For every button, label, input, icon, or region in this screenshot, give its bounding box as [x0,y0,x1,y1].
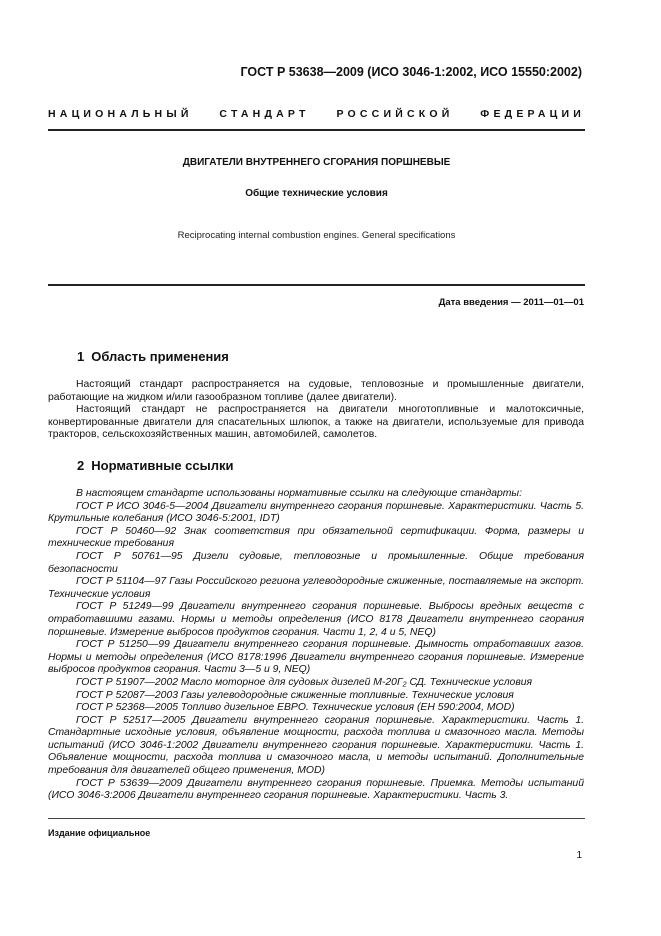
top-divider [48,129,585,131]
reference-item: ГОСТ Р 52368—2005 Топливо дизельное ЕВРО. Технические условия (ЕН 590:2004, MOD) [76,702,515,714]
section-1-heading [77,349,229,364]
section-title: Область применения [91,349,229,364]
footer-divider [48,818,585,819]
banner-word: НАЦИОНАЛЬНЫЙ [48,108,193,120]
reference-item: ГОСТ Р 51250—99 Двигатели внутреннего сгорания поршневые. Дымность отработавших газов. Нормы и методы определения (ИСО 8178:1996 Двигатели внутреннего сгорания поршневые. Измерение выбросов продуктов сгорания. Части 3—5 и 9, NEQ) [48,639,584,676]
section-2-heading [77,458,233,473]
banner-word: РОССИЙСКОЙ [336,108,454,120]
title-divider [48,284,585,286]
section-number: 1 [77,349,85,364]
english-title: Reciprocating internal combustion engines. General specifications [177,230,456,241]
section-2-body [48,488,584,803]
reference-item: ГОСТ Р 52517—2005 Двигатели внутреннего сгорания поршневые. Характеристики. Часть 1. Стандартные исходные условия, объявление мощности, расхода топлива и смазочного масла. Методы испытаний (ИСО 3046-1:2002 Двигатели внутреннего сгорания поршневые. Характеристики. Часть 1. Объявление мощности, расхода топлива и смазочного масла, и методы испытаний. Дополнительные требования для двигателей общего применения, MOD) [48,714,584,777]
gost-identifier: ГОСТ Р 53638—2009 (ИСО 3046-1:2002, ИСО 15550:2002) [240,65,582,79]
reference-item: ГОСТ Р 51249—99 Двигатели внутреннего сгорания поршневые. Выбросы вредных веществ с отработавшими газами. Нормы и методы определения (ИСО 8178 Двигатели внутреннего сгорания поршневые. Измерение выбросов продуктов сгорания. Части 1, 2, 4 и 5, NEQ) [48,601,584,638]
document-title: ДВИГАТЕЛИ ВНУТРЕННЕГО СГОРАНИЯ ПОРШНЕВЫЕ [182,157,451,168]
reference-item: В настоящем стандарте использованы нормативные ссылки на следующие стандарты: [76,488,522,499]
page-number: 1 [576,850,582,861]
reference-item: ГОСТ Р ИСО 3046-5—2004 Двигатели внутреннего сгорания поршневые. Характеристики. Часть 5. Крутильные колебания (ИСО 3046-5:2001, IDT) [48,500,584,525]
section-1-body [48,379,584,442]
banner-word: ФЕДЕРАЦИИ [480,108,585,120]
edition-label: Издание официальное [48,828,151,838]
national-standard-banner [48,108,585,120]
banner-word: СТАНДАРТ [219,108,310,120]
effective-date: Дата введения — 2011—01—01 [438,297,584,308]
reference-item: ГОСТ Р 52087—2003 Газы углеводородные сжиженные топливные. Технические условия [76,689,514,701]
document-subtitle: Общие технические условия [245,188,388,199]
section-number: 2 [77,458,85,473]
section-title: Нормативные ссылки [91,458,234,473]
paragraph: Настоящий стандарт распространяется на судовые, тепловозные и промышленные двигатели, работающие на жидком и/или газообразном топливе (далее двигатели). [48,379,584,403]
reference-item: ГОСТ Р 51104—97 Газы Российского региона углеводородные сжиженные, поставляемые на экспорт. Технические условия [48,576,584,600]
reference-item: ГОСТ Р 51907—2002 Масло моторное для судовых дизелей М-20Г₂ СД. Технические условия [76,676,533,688]
paragraph: Настоящий стандарт не распространяется на двигатели многотопливные и малотоксичные, конвертированные двигатели для спасательных шлюпок, а также на двигатели, используемые для привода тракторов, сельскохозяйственных машин, автомобилей, самолетов. [48,404,584,441]
reference-item: ГОСТ Р 50761—95 Дизели судовые, тепловозные и промышленные. Общие требования безопасности [48,550,584,575]
reference-item: ГОСТ Р 53639—2009 Двигатели внутреннего сгорания поршневые. Приемка. Методы испытаний (ИСО 3046-3:2006 Двигатели внутреннего сгорания поршневые. Характеристики. Часть 3. [48,777,584,802]
reference-item: ГОСТ Р 50460—92 Знак соответствия при обязательной сертификации. Форма, размеры и технические требования [48,525,584,550]
